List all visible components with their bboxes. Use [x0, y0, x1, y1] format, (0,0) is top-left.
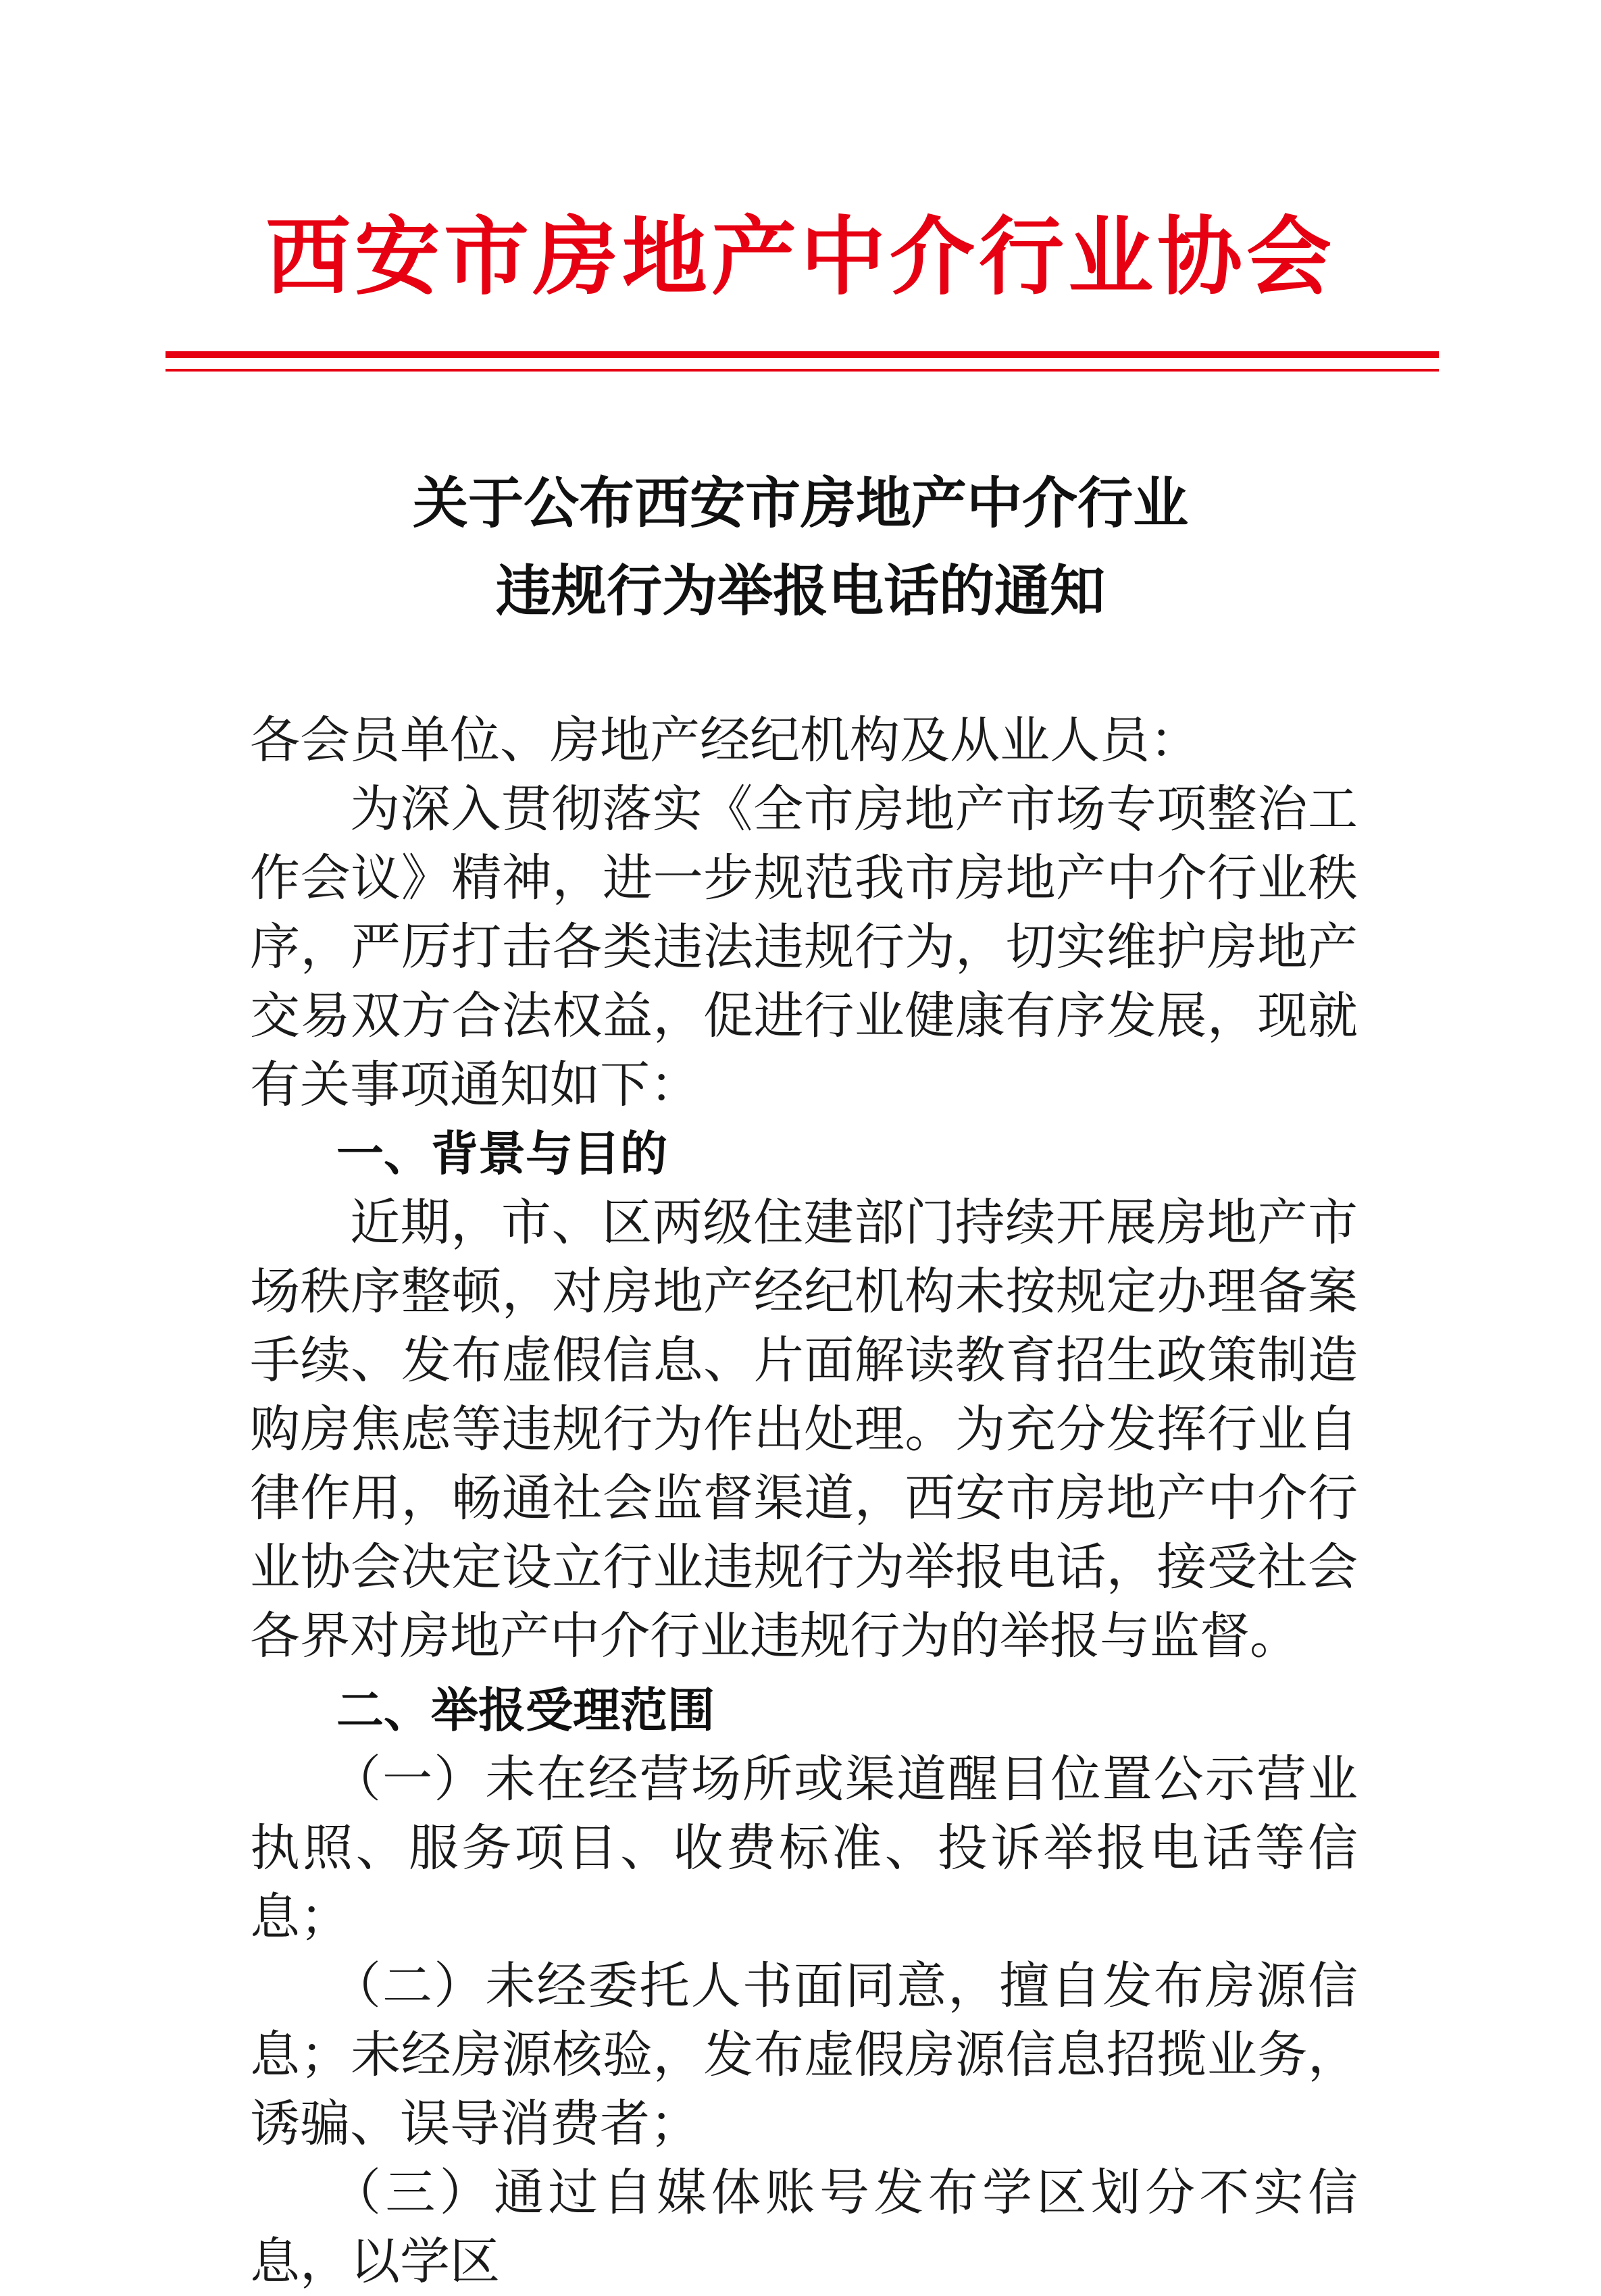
letterhead-rule-thin — [166, 369, 1439, 372]
letterhead-org-name: 西安市房地产中介行业协会 — [265, 207, 1336, 307]
section-2-item-3: （三）通过自媒体账号发布学区划分不实信息，以学区 — [250, 2164, 1358, 2291]
document-title-line-2: 违规行为举报电话的通知 — [495, 559, 1105, 623]
section-2-item-2: （二）未经委托人书面同意，擅自发布房源信息；未经房源核验，发布虚假房源信息招揽业务，诱骗、误导消费者； — [250, 1957, 1358, 2153]
intro-paragraph: 为深入贯彻落实《全市房地产市场专项整治工作会议》精神，进一步规范我市房地产中介行业秩序，严厉打击各类违法违规行为，切实维护房地产交易双方合法权益，促进行业健康有序发展，现就有关事项通知如下： — [250, 780, 1358, 1114]
section-1-paragraph: 近期，市、区两级住建部门持续开展房地产市场秩序整顿，对房地产经纪机构未按规定办理备案手续、发布虚假信息、片面解读教育招生政策制造购房焦虑等违规行为作出处理。为充分发挥行业自律作用，畅通社会监督渠道，西安市房地产中介行业协会决定设立行业违规行为举报电话，接受社会各界对房地产中介行业违规行为的举报与监督。 — [250, 1194, 1358, 1665]
section-1-heading: 一、背景与目的 — [336, 1126, 667, 1181]
salutation: 各会员单位、房地产经纪机构及从业人员： — [250, 711, 1200, 769]
section-2-heading: 二、举报受理范围 — [336, 1683, 715, 1738]
document-title-line-1: 关于公布西安市房地产中介行业 — [412, 471, 1188, 536]
letterhead-rule-thick — [166, 351, 1439, 358]
section-2-item-1: （一）未在经营场所或渠道醒目位置公示营业执照、服务项目、收费标准、投诉举报电话等信息； — [250, 1750, 1358, 1946]
document-body — [250, 706, 1358, 2296]
